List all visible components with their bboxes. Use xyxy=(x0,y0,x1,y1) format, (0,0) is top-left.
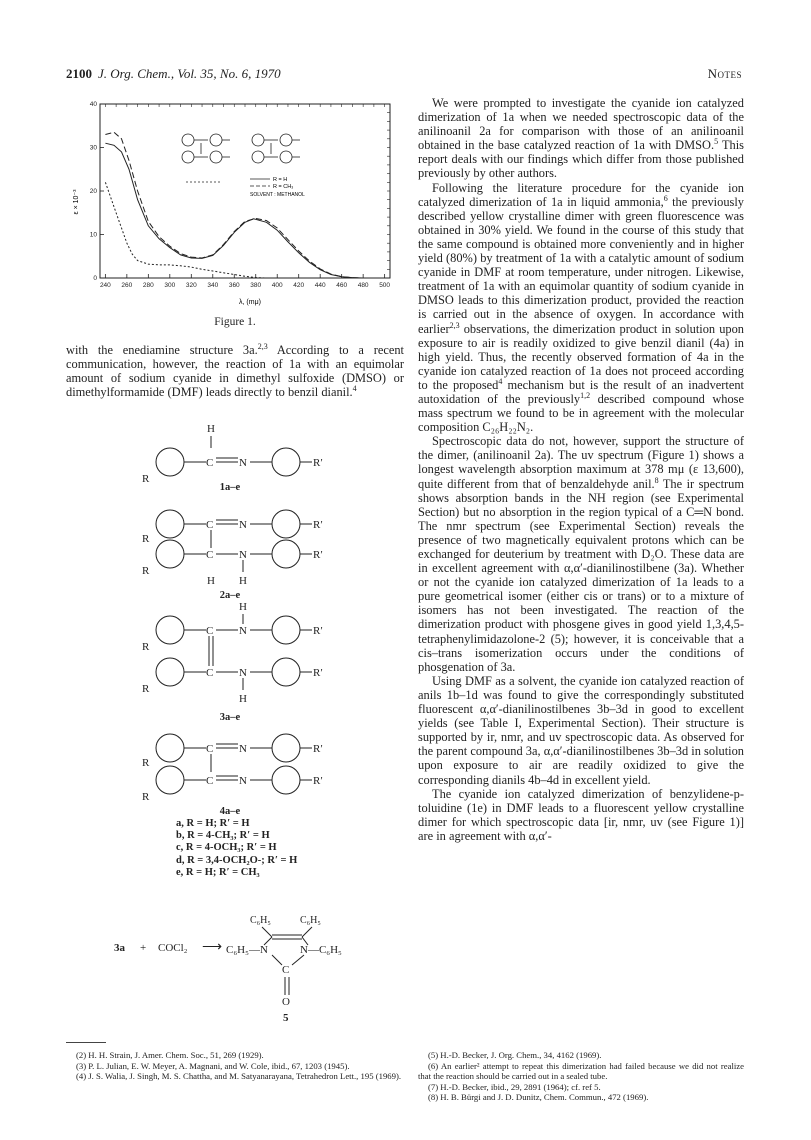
x-axis-label: λ, (mμ) xyxy=(239,299,261,306)
compound-label: 4a–e xyxy=(219,806,241,817)
left-column-text xyxy=(66,343,404,399)
footnotes-right xyxy=(418,1050,744,1103)
atom-label: R xyxy=(142,791,150,803)
reaction-arrow: ⟶ xyxy=(202,940,223,955)
atom-label: N xyxy=(239,743,247,755)
atom-label: H xyxy=(239,693,247,705)
x-tick-label: 360 xyxy=(228,282,240,289)
substituent-item: e, R = H; R′ = CH₃ xyxy=(176,866,260,878)
paragraph: We were prompted to investigate the cyanide ion catalyzed dimerization of 1a when we needed spectroscopic data of the anilinoanil 2a for comparison with those of an anilinoanil obtained in the base catalyzed reaction of 1a with DMSO.$^5$ This report deals with our findings which differ from those published previously by other authors. xyxy=(418,96,744,181)
y-tick-label: 30 xyxy=(89,144,97,152)
y-tick-label: 10 xyxy=(89,231,97,239)
x-tick-label: 380 xyxy=(250,282,262,289)
right-column-text xyxy=(418,96,744,843)
atom-label: R′ xyxy=(313,775,323,787)
substituent-item: d, R = 3,4-OCH₂O-; R′ = H xyxy=(176,854,298,866)
substituent-item: c, R = 4-OCH₃; R′ = H xyxy=(176,842,277,854)
footnote: (7) H.-D. Becker, ibid., 29, 2891 (1964); cf. ref 5. xyxy=(428,1081,601,1092)
footnote: (2) H. H. Strain, J. Amer. Chem. Soc., 51, 269 (1929). xyxy=(76,1050,264,1060)
running-head xyxy=(66,66,281,82)
plus-sign: + xyxy=(140,942,147,954)
atom-label: N xyxy=(239,625,247,637)
figure-1 xyxy=(70,96,400,308)
paragraph: Following the literature procedure for the cyanide ion catalyzed dimerization of 1a in liquid ammonia,$^6$ the previously described yellow crystalline dimer with green fluorescence was obtained in 30% yield. We found in the course of this study that the same compound is obtained more conveniently and in higher yield (80%) by treatment of 1a with a catalytic amount of sodium cyanide in DMF at room temperature, under nitrogen. Likewise, treatment of 1a with an equimolar quantity of sodium cyanide in DMSO leads to this dimerization product, provided the reaction is carried out in the absence of oxygen. In accordance with earlier$^{2,3}$ observations, the dimerization product in solution upon exposure to air is readily oxidized to give benzil dianil (4a) in high yield. Thus, the recently observed formation of 4a in the cyanide ion catalyzed reaction of 1a does not proceed according to the proposed$^4$ mechanism but is the result of an inadvertent autoxidation of the previously$^{1,2}$ described compound whose mass spectrum we found to be in agreement with the molecular composition C₂₆H₂₂N₂. xyxy=(418,180,744,435)
x-tick-label: 340 xyxy=(207,282,219,289)
x-tick-label: 280 xyxy=(142,282,154,289)
atom-label: N xyxy=(239,667,247,679)
atom-label: C xyxy=(282,964,290,976)
series-line-2 xyxy=(105,182,266,278)
compound-label: 3a–e xyxy=(219,712,241,723)
y-axis-label: ε × 10⁻³ xyxy=(73,189,80,215)
x-tick-label: 320 xyxy=(185,282,197,289)
phosgenation-reaction xyxy=(112,915,402,1025)
footnotes-left xyxy=(66,1050,402,1082)
atom-label: R′ xyxy=(313,457,323,469)
atom-label: N xyxy=(239,775,247,787)
atom-label: R′ xyxy=(313,743,323,755)
atom-label: C xyxy=(206,743,214,755)
x-tick-label: 440 xyxy=(314,282,326,289)
x-tick-label: 460 xyxy=(336,282,348,289)
atom-label: R xyxy=(142,533,150,545)
y-tick-label: 0 xyxy=(93,275,97,282)
reagent: COCl₂ xyxy=(158,942,188,954)
atom-label: N xyxy=(239,457,247,469)
x-tick-label: 480 xyxy=(357,282,369,289)
atom-label: O xyxy=(282,996,290,1008)
footnote: (3) P. L. Julian, E. W. Meyer, A. Magnani, and W. Cole, ibid., 67, 1203 (1945). xyxy=(76,1060,350,1071)
footnote: (5) H.-D. Becker, J. Org. Chem., 34, 4162 (1969). xyxy=(428,1050,602,1060)
paragraph: Spectroscopic data do not, however, support the structure of the dimer, (anilinoanil 2a). The uv spectrum (Figure 1) shows a longest wavelength absorption maximum at 378 mμ (ε 13,600), quite different from that of benzaldehyde anil.$^8$ The ir spectrum shows absorption bands in the NH region (see Experimental Section) but no absorption in the region typical of a C═N bond. The nmr spectrum (see Experimental Section) reveals the presence of two magnetically equivalent protons which can be exchanged for deuterium by treatment with D₂O. These data are in excellent agreement with α,α′-dianilinostilbene (3a). Whether or not the cyanide ion catalyzed dimerization of 1a leads to a pure geometrical isomer (either cis or trans) or to a mixture of isomers has not been investigated. The reaction of the dimerization product with phosgene gives in good yield 1,3,4,5-tetraphenylimidazolone-2 (5); however, it is conceivable that a cis–trans isomerization occurs under the conditions of phosgenation of 3a. xyxy=(418,434,744,674)
x-tick-label: 240 xyxy=(99,282,111,289)
atom-label: N xyxy=(239,549,247,561)
atom-label: R xyxy=(142,641,150,653)
page-header xyxy=(66,66,742,86)
legend-label: R = CH₃ xyxy=(273,184,294,190)
substituent-ph: C₆H₅ xyxy=(300,915,321,926)
y-tick-label: 40 xyxy=(89,101,97,108)
atom-label: R′ xyxy=(313,667,323,679)
atom-label: R xyxy=(142,683,150,695)
footnote: (4) J. S. Walia, J. Singh, M. S. Chattha, and M. Satyanarayana, Tetrahedron Lett., 195 (1969). xyxy=(76,1071,402,1082)
x-tick-label: 260 xyxy=(121,282,133,289)
reactant: 3a xyxy=(114,942,125,954)
atom-label: H xyxy=(239,601,247,613)
section-title: Notes xyxy=(707,66,742,81)
paragraph: with the enediamine structure 3a.$^{2,3}$ According to a recent communication, however, the reaction of 1a with an equimolar amount of sodium cyanide in dimethyl sulfoxide (DMSO) or dimethylformamide (DMF) leads directly to benzil dianil.$^4$ xyxy=(66,341,404,400)
atom-label: R′ xyxy=(313,519,323,531)
legend-label: R = H xyxy=(273,177,288,183)
x-tick-label: 420 xyxy=(293,282,305,289)
series-line-1 xyxy=(105,132,363,278)
atom-label: R′ xyxy=(313,625,323,637)
footnote: (8) H. B. Bürgi and J. D. Dunitz, Chem. Commun., 472 (1969). xyxy=(428,1092,649,1103)
atom-label: C xyxy=(206,667,214,679)
atom-label: C xyxy=(206,775,214,787)
uv-spectrum-chart xyxy=(70,96,400,308)
paragraph: Using DMF as a solvent, the cyanide ion catalyzed reaction of anils 1b–1d was found to give the correspondingly substituted fluorescent α,α′-dianilinostilbenes 3b–3d in good to excellent yields (see Table I, Experimental Section). Their structure is supported by ir, nmr, and uv spectroscopic data. As observed for the parent compound 3a, α,α′-dianilinostilbenes 3b–3d in solution upon exposure to air are readily oxidized to give the corresponding dianils 4b–4d in excellent yield. xyxy=(418,673,744,787)
atom-label: R xyxy=(142,565,150,577)
compound-label: 1a–e xyxy=(219,482,241,493)
substituent-item: a, R = H; R′ = H xyxy=(176,818,250,829)
structure-diagrams xyxy=(100,420,400,820)
compound-label: 5 xyxy=(283,1012,289,1024)
paragraph: The cyanide ion catalyzed dimerization of benzylidene-p-toluidine (1e) in DMF leads to a fluorescent yellow crystalline dimer for which spectroscopic data [ir, nmr, uv (see Figure 1)] are in agreement with α,α′- xyxy=(418,786,744,843)
substituent-item: b, R = 4-CH₃; R′ = H xyxy=(176,830,270,842)
atom-label: C xyxy=(206,457,214,469)
x-tick-label: 400 xyxy=(271,282,283,289)
figure-caption: Figure 1. xyxy=(214,316,256,328)
atom-label: C xyxy=(206,625,214,637)
journal-citation: J. Org. Chem., Vol. 35, No. 6, 1970 xyxy=(98,66,281,81)
solvent-note: SOLVENT : METHANOL xyxy=(250,192,305,198)
atom-label: R xyxy=(142,473,150,485)
x-tick-label: 500 xyxy=(379,282,391,289)
y-tick-label: 20 xyxy=(89,188,97,195)
atom-label: H xyxy=(207,423,215,435)
atom-label: C xyxy=(206,549,214,561)
n-phenyl-left: C₆H₅—N xyxy=(226,944,268,956)
n-phenyl-right: N—C₆H₅ xyxy=(300,944,342,956)
substituent-ph: C₆H₅ xyxy=(250,915,271,926)
atom-label: N xyxy=(239,519,247,531)
page-number: 2100 xyxy=(66,66,92,81)
atom-label: R′ xyxy=(313,549,323,561)
substituent-list xyxy=(176,818,297,879)
atom-label: R xyxy=(142,757,150,769)
compound-label: 2a–e xyxy=(219,590,241,601)
atom-label: H xyxy=(239,575,247,587)
x-tick-label: 300 xyxy=(164,282,176,289)
footnote-rule xyxy=(66,1042,106,1043)
footnote: (6) An earlier² attempt to repeat this dimerization had failed because we did not realize that the reaction should be carried out in a sealed tube. xyxy=(418,1060,744,1082)
plot-frame xyxy=(100,104,390,278)
atom-label: H xyxy=(207,575,215,587)
atom-label: C xyxy=(206,519,214,531)
